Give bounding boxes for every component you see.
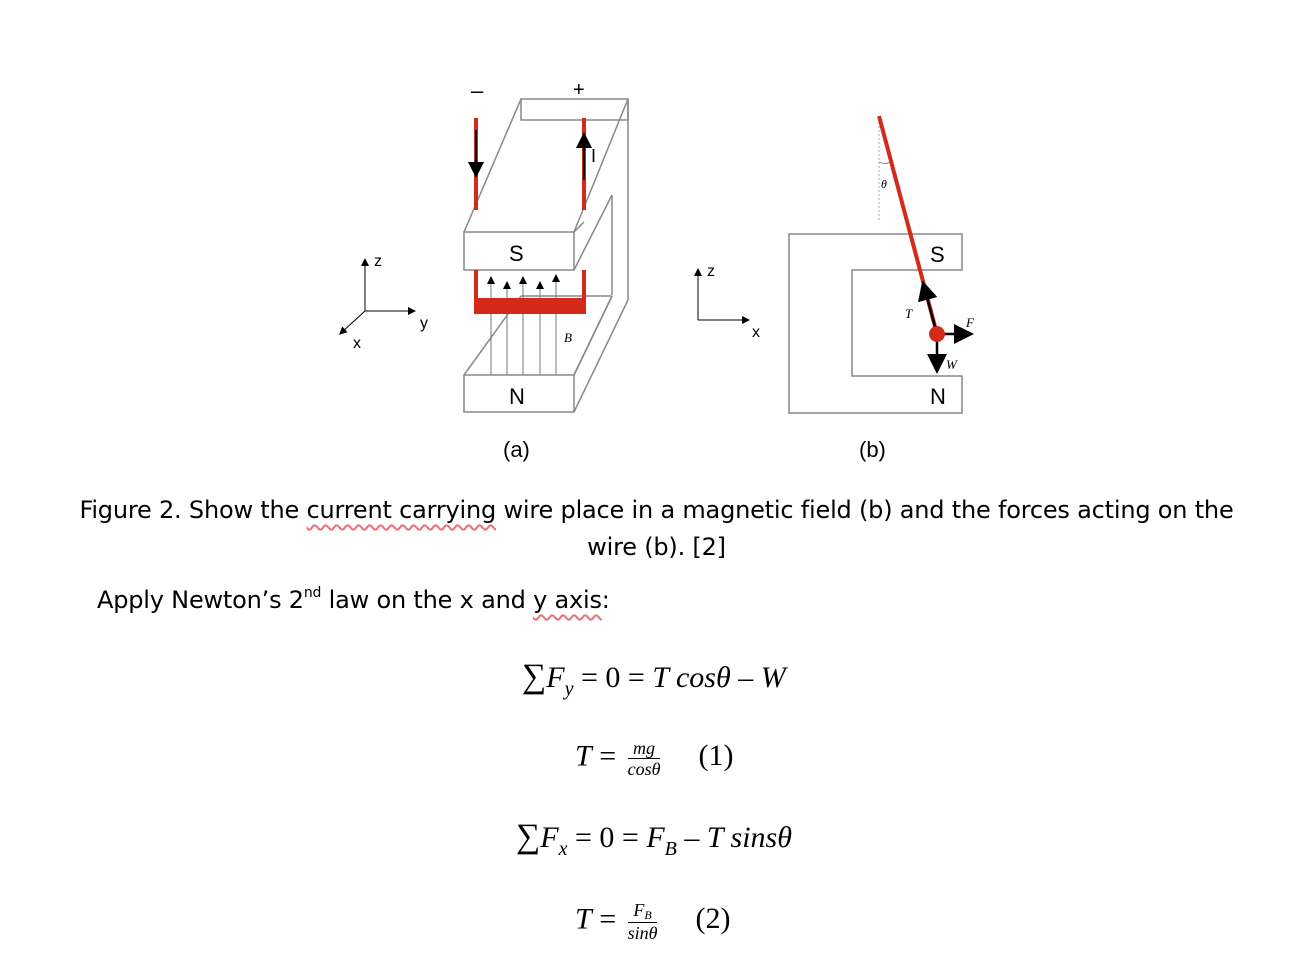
panel-label-a: (a) [503, 437, 530, 462]
eq4-num-subscript: B [644, 908, 652, 922]
force-label: F⃗ [966, 315, 985, 330]
panel-b [698, 116, 984, 462]
axis-y-a: y [420, 315, 428, 332]
figure-caption [60, 492, 1253, 566]
eq1-equals: = 0 = [573, 661, 653, 694]
eq3-tension: T [706, 821, 724, 854]
north-label-b: N [930, 384, 946, 409]
eq4-equals: = [591, 902, 624, 936]
eq4-numerator [628, 900, 658, 923]
axis-x-a: x [353, 335, 361, 352]
south-label-b: S [930, 242, 945, 267]
axes-b [698, 272, 746, 320]
axis-x-b: x [752, 324, 760, 341]
axes-a [342, 262, 412, 332]
axis-z-b: z [707, 263, 715, 280]
tension-label: T⃗ [905, 306, 923, 321]
instruction-text-start: Apply Newton’s 2 [97, 586, 304, 614]
equation-1 [575, 738, 733, 779]
minus-label: – [471, 78, 484, 103]
eq4-denominator: sinθ [627, 923, 658, 943]
south-pole-a [464, 222, 584, 270]
eq3-trig: sinsθ [723, 821, 792, 854]
eq1-tension: T [652, 661, 669, 694]
eq3-lhs: F [540, 821, 559, 854]
eq2-numerator: mg [628, 738, 661, 759]
equation-2 [575, 900, 730, 943]
caption-suffix: wire place in a magnetic field (b) and the forces acting on the wire (b). [2] [496, 496, 1234, 561]
field-lines [491, 278, 556, 375]
eq4-fraction [628, 900, 658, 943]
equation-sum-fy [522, 658, 786, 700]
eq3-force-subscript: B [664, 838, 677, 860]
eq2-lhs: T [575, 739, 592, 773]
eq4-number: (2) [695, 902, 731, 936]
eq2-number: (1) [698, 739, 734, 773]
instruction-text-middle: law on the x and [321, 586, 534, 614]
instruction-colon: : [601, 586, 610, 614]
field-label: B⃗ [564, 330, 583, 345]
eq1-trig: cosθ – [668, 661, 761, 694]
sigma-symbol-2: ∑ [516, 818, 541, 855]
instruction-paragraph [97, 586, 610, 614]
panel-a [342, 78, 628, 462]
eq3-minus: – [676, 821, 707, 854]
eq2-fraction [628, 738, 661, 779]
figure-illustration [0, 0, 1293, 470]
eq3-equals: = 0 = [567, 821, 647, 854]
current-label: I [591, 146, 597, 166]
eq2-equals: = [591, 739, 624, 773]
ordinal-superscript: nd [303, 585, 322, 601]
wire-cross-section [929, 326, 945, 342]
sigma-symbol: ∑ [522, 658, 547, 695]
north-label-a: N [509, 384, 525, 409]
axis-z-a: z [374, 253, 382, 270]
eq3-subscript: x [558, 838, 568, 860]
spellcheck-flagged-phrase[interactable]: current carrying [306, 496, 497, 524]
equation-sum-fx [516, 818, 792, 860]
caption-prefix: Figure 2. Show the [79, 496, 307, 524]
plus-label: + [573, 79, 585, 101]
theta-label: θ [881, 177, 887, 191]
eq1-lhs: F [546, 661, 565, 694]
eq3-force: F [646, 821, 665, 854]
weight-label: W⃗ [946, 357, 967, 372]
eq1-weight: W [760, 661, 786, 694]
panel-label-b: (b) [859, 437, 886, 462]
spellcheck-flagged-axis[interactable]: y axis [533, 586, 602, 614]
eq2-denominator: cosθ [627, 759, 661, 779]
south-label-a: S [509, 241, 524, 266]
eq1-subscript: y [564, 678, 574, 700]
eq4-num-force: F [633, 900, 645, 920]
eq4-lhs: T [575, 902, 592, 936]
